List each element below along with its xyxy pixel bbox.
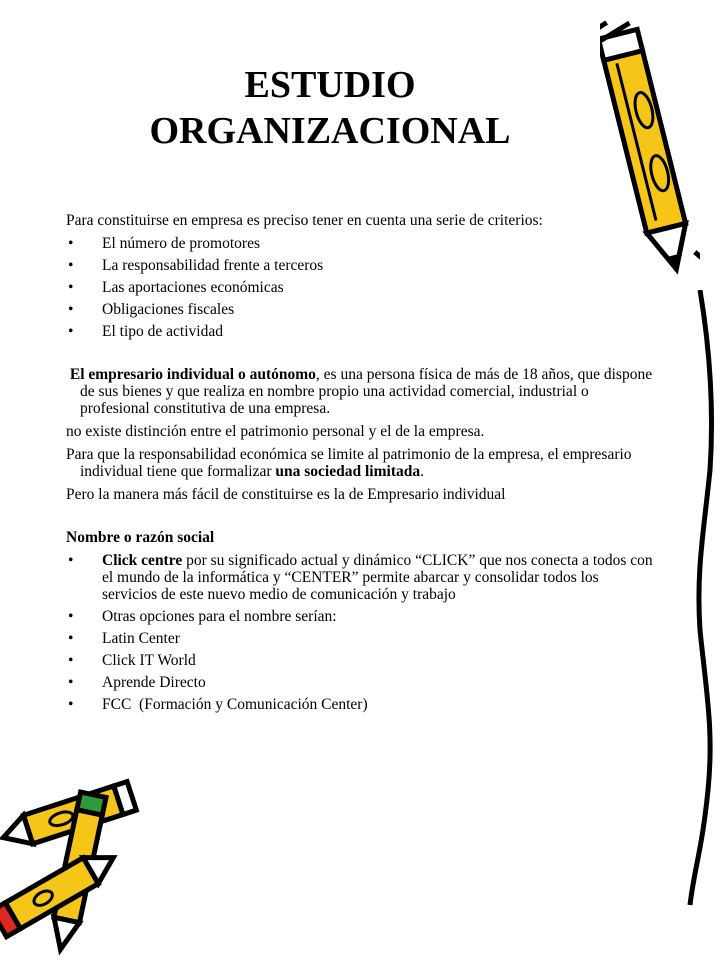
click-centre-term: Click centre	[102, 552, 183, 569]
list-item: • El tipo de actividad	[68, 323, 223, 340]
content-body	[66, 212, 656, 719]
bullet: •	[68, 696, 74, 713]
title-line-1: ESTUDIO	[244, 64, 416, 106]
sociedad-limitada-term: una sociedad limitada	[275, 463, 421, 480]
squiggle-line-icon	[670, 290, 720, 910]
list-item: • Las aportaciones económicas	[68, 279, 284, 296]
list-item: • El número de promotores	[68, 235, 260, 252]
list-item: • Obligaciones fiscales	[68, 301, 235, 318]
bullet: •	[68, 279, 74, 296]
nombre-heading: Nombre o razón social	[66, 529, 215, 546]
list-item: • La responsabilidad frente a terceros	[68, 257, 324, 274]
bullet: •	[68, 552, 74, 569]
list-item: • FCC (Formación y Comunicación Center)	[68, 696, 368, 713]
bullet: •	[68, 608, 74, 625]
criteria-list	[66, 235, 656, 340]
list-item: • Aprende Directo	[68, 674, 206, 691]
page-title	[0, 62, 660, 154]
list-item: • Click centre por su significado actual y dinámico “CLICK” que nos conecta a todos con el mundo de la informática y “CENTER” permite abarcar y consolidar todos los servicios de este nuevo medio de comunicación y trabajo	[68, 552, 653, 603]
title-line-2: ORGANIZACIONAL	[149, 110, 511, 152]
empresario-term: El empresario individual o autónomo	[69, 366, 316, 383]
list-item: • Otras opciones para el nombre serían:	[68, 608, 337, 625]
patrimonio-paragraph: no existe distinción entre el patrimonio personal y el de la empresa.	[66, 423, 485, 440]
bullet: •	[68, 630, 74, 647]
intro-text: Para constituirse en empresa es preciso tener en cuenta una serie de criterios:	[66, 212, 543, 229]
nombre-list	[66, 552, 656, 713]
bullet: •	[68, 235, 74, 252]
list-item: • Click IT World	[68, 652, 196, 669]
bullet: •	[68, 652, 74, 669]
pencils-icon	[0, 770, 160, 960]
bullet: •	[68, 323, 74, 340]
bullet: •	[68, 257, 74, 274]
empresario-paragraph: El empresario individual o autónomo, es una persona física de más de 18 años, que dispone de sus bienes y que realiza en nombre propio una actividad comercial, industrial o profesional constitutiva de una empresa.	[69, 366, 653, 417]
bullet: •	[68, 674, 74, 691]
list-item: • Latin Center	[68, 630, 180, 647]
bullet: •	[68, 301, 74, 318]
responsabilidad-paragraph: Para que la responsabilidad económica se limite al patrimonio de la empresa, el empresario individual tiene que formalizar una sociedad limitada.	[66, 446, 632, 480]
manera-paragraph: Pero la manera más fácil de constituirse es la de Empresario individual	[66, 486, 506, 503]
